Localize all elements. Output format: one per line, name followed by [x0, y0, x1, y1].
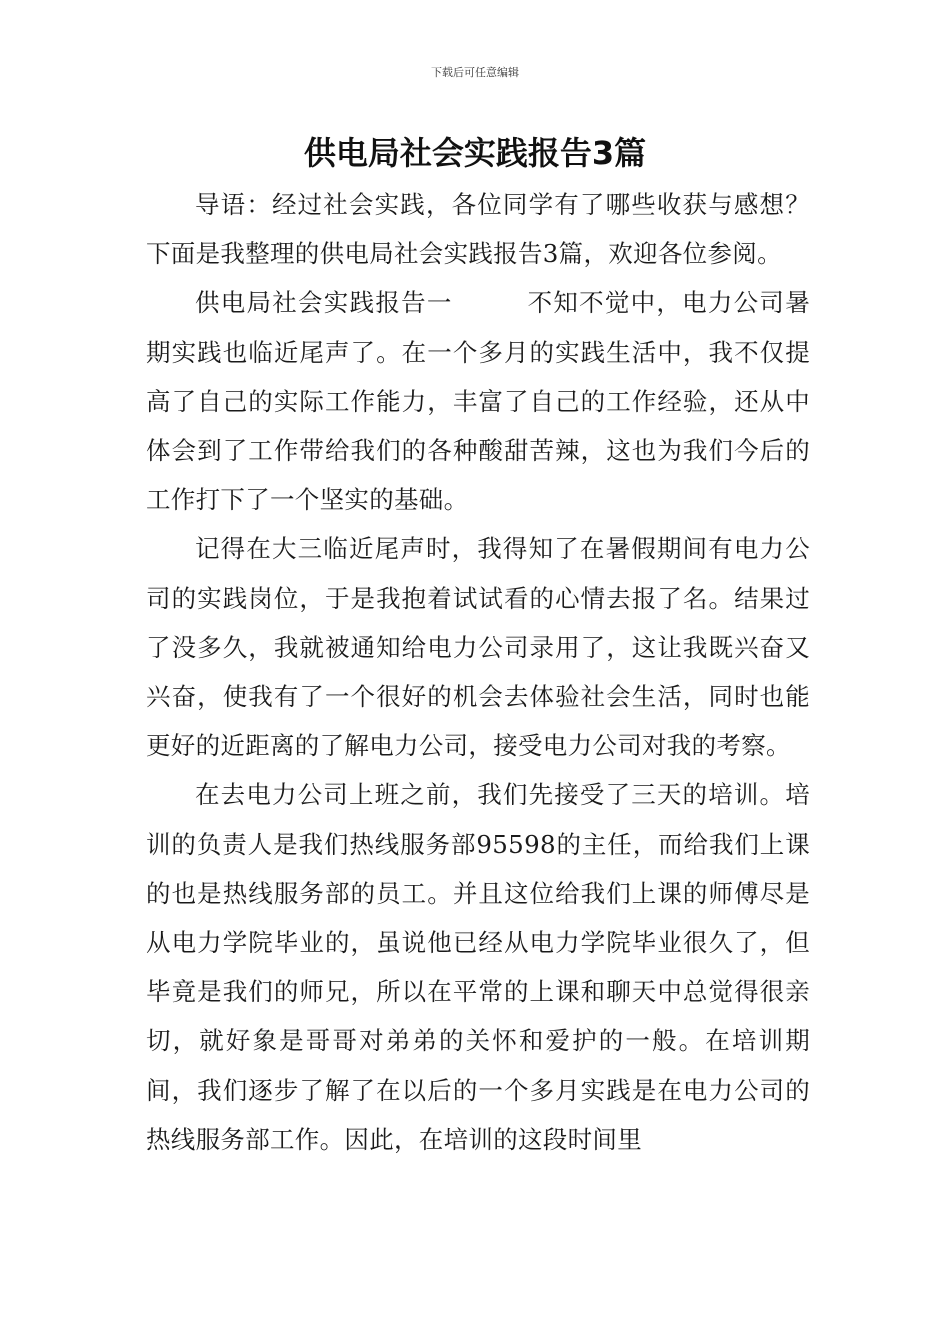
document-title: 供电局社会实践报告3篇: [303, 134, 647, 172]
paragraph-3: 在去电力公司上班之前，我们先接受了三天的培训。培训的负责人是我们热线服务部95598的主任，而给我们上课的也是热线服务部的员工。并且这位给我们上课的师傅尽是从电力学院毕业的，虽说他已经从电力学院毕业很久了，但毕竟是我们的师兄，所以在平常的上课和聊天中总觉得很亲切，就好象是哥哥对弟弟的关怀和爱护的一般。在培训期间，我们逐步了解了在以后的一个多月实践是在电力公司的热线服务部工作。因此，在培训的这段时间里: [146, 780, 810, 1154]
header-note: 下载后可任意编辑: [431, 66, 519, 79]
intro-paragraph: 导语：经过社会实践，各位同学有了哪些收获与感想？下面是我整理的供电局社会实践报告3篇，欢迎各位参阅。: [146, 190, 810, 269]
section-1-paragraph: [146, 278, 810, 524]
section-heading: 供电局社会实践报告一: [195, 288, 453, 318]
document-body: [146, 180, 810, 1164]
paragraph-1-text: 不知不觉中，电力公司暑期实践也临近尾声了。在一个多月的实践生活中，我不仅提高了自己的实际工作能力，丰富了自己的工作经验，还从中体会到了工作带给我们的各种酸甜苦辣，这也为我们今后的工作打下了一个坚实的基础。: [146, 288, 810, 515]
paragraph-2: 记得在大三临近尾声时，我得知了在暑假期间有电力公司的实践岗位，于是我抱着试试看的心情去报了名。结果过了没多久，我就被通知给电力公司录用了，这让我既兴奋又兴奋，使我有了一个很好的机会去体验社会生活，同时也能更好的近距离的了解电力公司，接受电力公司对我的考察。: [146, 534, 810, 761]
